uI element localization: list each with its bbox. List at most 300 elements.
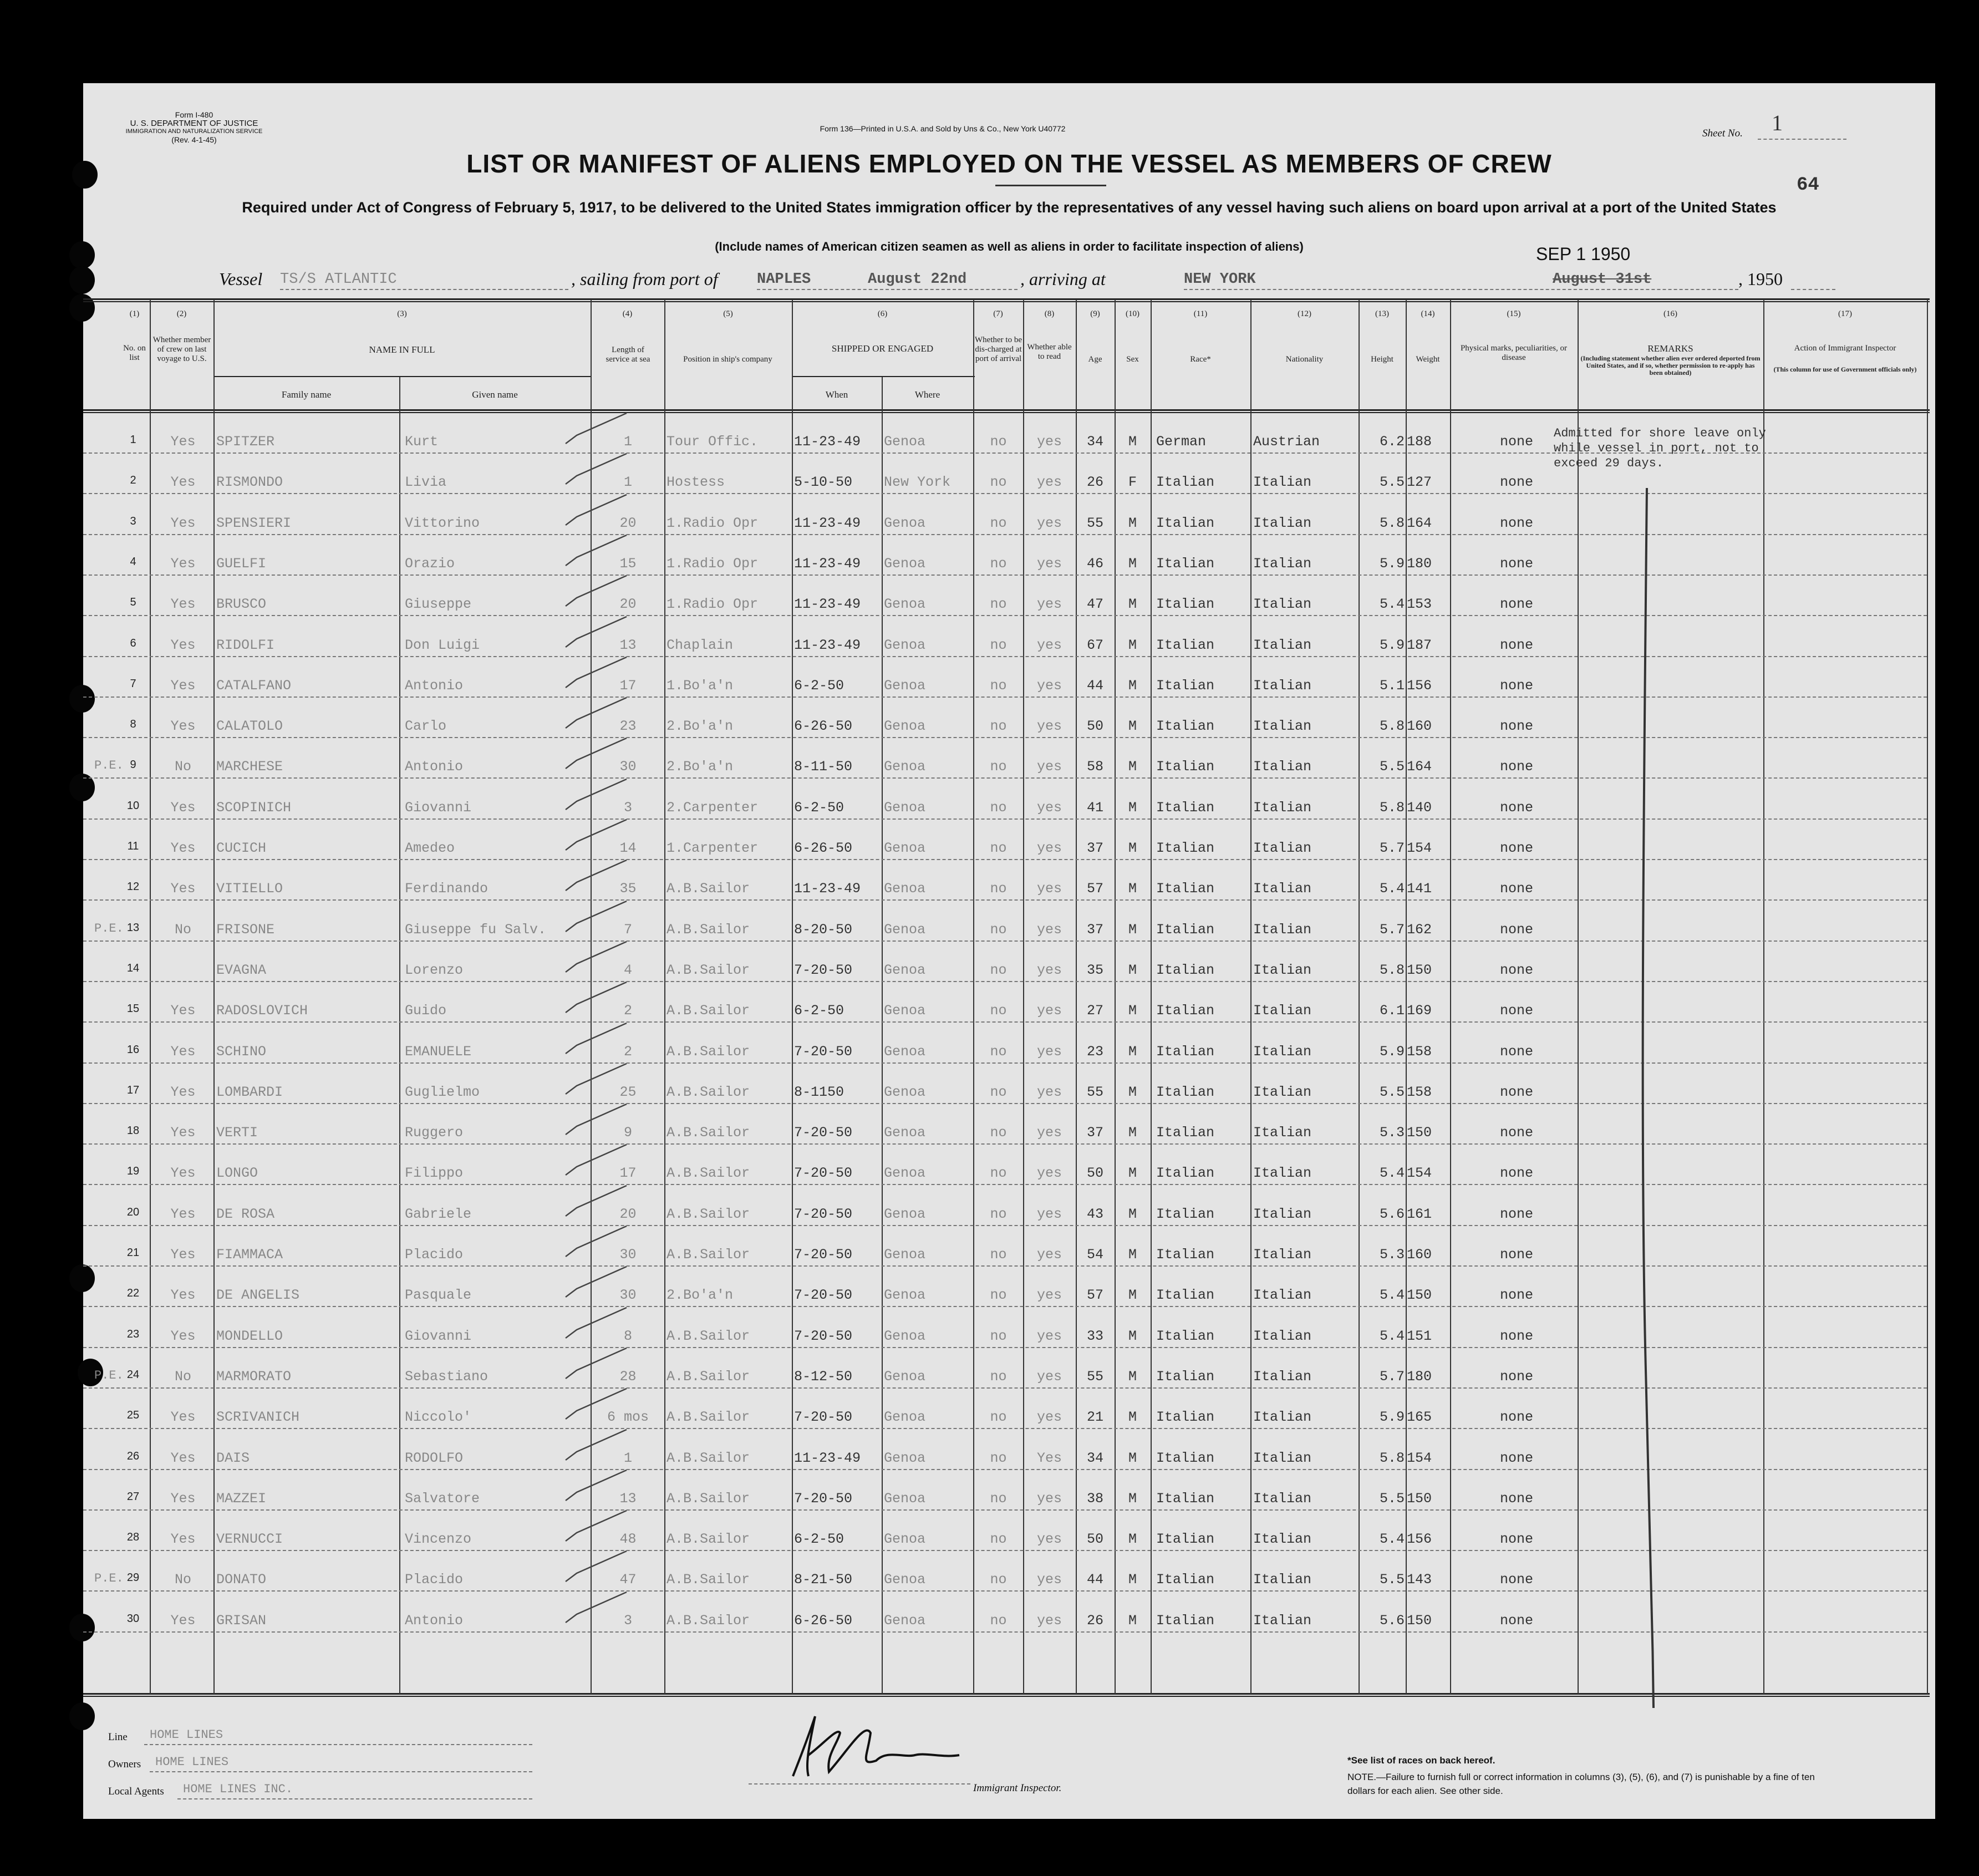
- cell-read: yes: [1036, 1044, 1062, 1060]
- cell-service: 23: [619, 718, 637, 734]
- cell-given: Don Luigi: [405, 637, 480, 653]
- cell-sex: M: [1128, 1287, 1137, 1303]
- cell-disch: no: [990, 1003, 1007, 1019]
- cell-given: Niccolo': [405, 1409, 472, 1425]
- colnum-7: (7): [993, 309, 1003, 318]
- cell-age: 21: [1086, 1409, 1103, 1425]
- sailing-label: , sailing from port of: [571, 269, 718, 289]
- cell-race: Italian: [1156, 556, 1215, 572]
- cell-nat: Italian: [1253, 840, 1312, 856]
- cell-no: 23: [126, 1328, 140, 1340]
- cell-prev: Yes: [170, 1409, 196, 1425]
- cell-sex: M: [1128, 1531, 1137, 1547]
- cell-weight: 140: [1407, 800, 1432, 816]
- cell-age: 46: [1086, 556, 1103, 572]
- cell-weight: 156: [1407, 678, 1432, 694]
- cell-where: Genoa: [884, 881, 926, 897]
- cell-nat: Italian: [1253, 1084, 1312, 1100]
- cell-service: 9: [623, 1125, 632, 1141]
- cell-disch: no: [990, 556, 1007, 572]
- cell-nat: Italian: [1253, 1287, 1312, 1303]
- check-mark-icon: [560, 735, 632, 774]
- cell-sex: M: [1128, 1328, 1137, 1344]
- cell-prev: Yes: [170, 637, 196, 653]
- cell-disch: no: [990, 759, 1007, 775]
- port-from: NAPLES: [757, 271, 811, 288]
- cell-phys: none: [1499, 922, 1533, 938]
- header-family-name: Family name: [281, 389, 332, 400]
- cell-prev: Yes: [170, 1125, 196, 1141]
- footer-line-label: Line: [108, 1731, 128, 1743]
- cell-sex: M: [1128, 1409, 1137, 1425]
- cell-nat: Italian: [1253, 1328, 1312, 1344]
- cell-prev: Yes: [170, 515, 196, 531]
- cell-sex: M: [1128, 1247, 1137, 1263]
- check-mark-icon: [560, 1264, 632, 1303]
- check-mark-icon: [560, 695, 632, 734]
- check-mark-icon: [560, 1183, 632, 1222]
- cell-phys: none: [1499, 1572, 1533, 1588]
- header-inspector-note: (This column for use of Government officials only): [1773, 365, 1917, 373]
- cell-phys: none: [1499, 1531, 1533, 1547]
- cell-age: 37: [1086, 922, 1103, 938]
- cell-position: A.B.Sailor: [667, 1369, 750, 1385]
- cell-no: 12: [126, 881, 140, 893]
- cell-race: Italian: [1156, 1044, 1215, 1060]
- cell-sex: M: [1128, 881, 1137, 897]
- cell-disch: no: [990, 1044, 1007, 1060]
- cell-nat: Italian: [1253, 1125, 1312, 1141]
- cell-weight: 150: [1407, 962, 1432, 978]
- footer-line-value: HOME LINES: [150, 1728, 223, 1742]
- cell-nat: Italian: [1253, 1247, 1312, 1263]
- cell-weight: 165: [1407, 1409, 1432, 1425]
- cell-position: A.B.Sailor: [667, 1450, 750, 1466]
- cell-position: A.B.Sailor: [667, 881, 750, 897]
- cell-when: 7-20-50: [794, 962, 853, 978]
- cell-sex: M: [1128, 840, 1137, 856]
- cell-service: 14: [619, 840, 637, 856]
- cell-height: 5.8: [1379, 962, 1405, 978]
- cell-read: yes: [1036, 1125, 1062, 1141]
- cell-no: 20: [126, 1206, 140, 1218]
- cell-where: Genoa: [884, 1369, 926, 1385]
- vessel-name: TS/S ATLANTIC: [280, 271, 397, 288]
- header-bottom-rule-2: [83, 412, 1930, 413]
- cell-weight: 154: [1407, 840, 1432, 856]
- cell-age: 55: [1086, 1084, 1103, 1100]
- cell-race: Italian: [1156, 800, 1215, 816]
- cell-when: 8-20-50: [794, 922, 853, 938]
- footer-agents-label: Local Agents: [108, 1786, 164, 1797]
- col-divider: [1927, 299, 1928, 1694]
- cell-read: yes: [1036, 515, 1062, 531]
- cell-disch: no: [990, 1084, 1007, 1100]
- cell-race: Italian: [1156, 1125, 1215, 1141]
- colnum-2: (2): [176, 309, 187, 318]
- cell-when: 6-26-50: [794, 1613, 853, 1629]
- check-mark-icon: [560, 1427, 632, 1466]
- cell-phys: none: [1499, 515, 1533, 531]
- cell-position: A.B.Sailor: [667, 1491, 750, 1507]
- cell-weight: 180: [1407, 556, 1432, 572]
- cell-where: Genoa: [884, 840, 926, 856]
- cell-phys: none: [1499, 718, 1533, 734]
- cell-nat: Italian: [1253, 596, 1312, 612]
- cell-when: 11-23-49: [794, 515, 861, 531]
- voyage-line: [219, 269, 1883, 291]
- inspector-signature: [776, 1711, 1009, 1783]
- cell-read: yes: [1036, 1613, 1062, 1629]
- cell-when: 7-20-50: [794, 1409, 853, 1425]
- cell-age: 67: [1086, 637, 1103, 653]
- footer-agents-underline: [177, 1798, 532, 1799]
- cell-service: 20: [619, 515, 637, 531]
- cell-age: 38: [1086, 1491, 1103, 1507]
- cell-read: yes: [1036, 1409, 1062, 1425]
- cell-phys: none: [1499, 759, 1533, 775]
- footer-agents-value: HOME LINES INC.: [183, 1782, 293, 1796]
- cell-disch: no: [990, 1369, 1007, 1385]
- cell-given: Amedeo: [405, 840, 455, 856]
- cell-where: Genoa: [884, 1287, 926, 1303]
- cell-nat: Italian: [1253, 962, 1312, 978]
- cell-race: Italian: [1156, 1450, 1215, 1466]
- cell-service: 13: [619, 1491, 637, 1507]
- cell-prev: Yes: [170, 1491, 196, 1507]
- revision: (Rev. 4-1-45): [171, 135, 217, 144]
- cell-race: Italian: [1156, 1613, 1215, 1629]
- cell-read: yes: [1036, 1572, 1062, 1588]
- cell-read: yes: [1036, 678, 1062, 694]
- cell-weight: 151: [1407, 1328, 1432, 1344]
- check-mark-icon: [560, 979, 632, 1018]
- cell-position: A.B.Sailor: [667, 1328, 750, 1344]
- cell-race: Italian: [1156, 840, 1215, 856]
- check-mark-icon: [560, 654, 632, 693]
- cell-service: 2: [623, 1044, 632, 1060]
- footer-owners-underline: [150, 1771, 532, 1772]
- cell-age: 50: [1086, 1531, 1103, 1547]
- cell-sex: M: [1128, 1369, 1137, 1385]
- cell-race: Italian: [1156, 759, 1215, 775]
- sheet-underline: [1758, 139, 1846, 140]
- document-title: LIST OR MANIFEST OF ALIENS EMPLOYED ON THE VESSEL AS MEMBERS OF CREW: [466, 149, 1552, 178]
- cell-no: 19: [126, 1165, 140, 1177]
- cell-when: 5-10-50: [794, 474, 853, 490]
- colnum-3: (3): [397, 309, 407, 318]
- cell-weight: 150: [1407, 1613, 1432, 1629]
- cell-no: 14: [126, 962, 140, 974]
- cell-given: Livia: [405, 474, 447, 490]
- cell-weight: 153: [1407, 596, 1432, 612]
- cell-service: 17: [619, 678, 637, 694]
- cell-sex: M: [1128, 922, 1137, 938]
- header-name-in-full: NAME IN FULL: [369, 344, 435, 355]
- cell-no: 10: [126, 800, 140, 812]
- inspector-label: Immigrant Inspector.: [973, 1782, 1062, 1794]
- cell-age: 55: [1086, 1369, 1103, 1385]
- cell-read: yes: [1036, 962, 1062, 978]
- cell-position: A.B.Sailor: [667, 1613, 750, 1629]
- cell-nat: Austrian: [1253, 434, 1320, 450]
- cell-no: 16: [126, 1044, 140, 1056]
- cell-sex: M: [1128, 515, 1137, 531]
- cell-when: 7-20-50: [794, 1287, 853, 1303]
- cell-disch: no: [990, 515, 1007, 531]
- cell-no: 11: [127, 840, 139, 852]
- cell-weight: 160: [1407, 1247, 1432, 1263]
- cell-height: 5.5: [1379, 759, 1405, 775]
- cell-sex: M: [1128, 434, 1137, 450]
- colnum-6: (6): [877, 309, 888, 318]
- cell-nat: Italian: [1253, 1206, 1312, 1222]
- cell-prev: Yes: [170, 1084, 196, 1100]
- cell-phys: none: [1499, 1450, 1533, 1466]
- cell-given: Ruggero: [405, 1125, 464, 1141]
- cell-when: 6-2-50: [794, 1531, 844, 1547]
- cell-given: Filippo: [405, 1165, 464, 1181]
- cell-phys: none: [1499, 1409, 1533, 1425]
- cell-disch: no: [990, 1287, 1007, 1303]
- table-top-rule-2: [83, 301, 1930, 302]
- cell-nat: Italian: [1253, 800, 1312, 816]
- cell-nat: Italian: [1253, 678, 1312, 694]
- cell-prev: Yes: [170, 1287, 196, 1303]
- cell-disch: no: [990, 1531, 1007, 1547]
- cell-height: 5.9: [1379, 637, 1405, 653]
- cell-disch: no: [990, 922, 1007, 938]
- check-mark-icon: [560, 1020, 632, 1059]
- cell-height: 5.7: [1379, 922, 1405, 938]
- cell-sex: F: [1128, 474, 1137, 490]
- cell-where: Genoa: [884, 800, 926, 816]
- cell-prev: Yes: [170, 1328, 196, 1344]
- cell-no: 29: [126, 1572, 140, 1584]
- cell-no: 24: [126, 1369, 140, 1381]
- cell-position: A.B.Sailor: [667, 1206, 750, 1222]
- cell-service: 6 mos: [607, 1409, 649, 1425]
- cell-no: 30: [126, 1613, 140, 1625]
- cell-no: 13: [126, 922, 140, 934]
- cell-sex: M: [1128, 759, 1137, 775]
- cell-race: Italian: [1156, 1003, 1215, 1019]
- cell-service: 30: [619, 1247, 637, 1263]
- cell-race: Italian: [1156, 596, 1215, 612]
- cell-nat: Italian: [1253, 1491, 1312, 1507]
- cell-race: Italian: [1156, 1572, 1215, 1588]
- cell-nat: Italian: [1253, 1613, 1312, 1629]
- cell-prev: No: [174, 759, 191, 775]
- year: , 1950: [1738, 269, 1783, 289]
- cell-age: 33: [1086, 1328, 1103, 1344]
- cell-position: 2.Bo'a'n: [667, 759, 734, 775]
- cell-service: 8: [623, 1328, 632, 1344]
- cell-weight: 150: [1407, 1125, 1432, 1141]
- header-where: Where: [914, 389, 940, 400]
- header-height: Height: [1371, 355, 1393, 364]
- cell-phys: none: [1499, 840, 1533, 856]
- cell-position: Hostess: [667, 474, 725, 490]
- cell-race: Italian: [1156, 1165, 1215, 1181]
- cell-family: CALATOLO: [216, 718, 283, 734]
- cell-prev: Yes: [170, 434, 196, 450]
- cell-service: 1: [623, 434, 632, 450]
- cell-prev: Yes: [170, 1044, 196, 1060]
- cell-phys: none: [1499, 678, 1533, 694]
- cell-position: A.B.Sailor: [667, 1409, 750, 1425]
- cell-position: A.B.Sailor: [667, 1044, 750, 1060]
- manifest-sheet: [83, 83, 1935, 1819]
- cell-race: Italian: [1156, 637, 1215, 653]
- cell-height: 5.6: [1379, 1613, 1405, 1629]
- cell-where: Genoa: [884, 434, 926, 450]
- cell-height: 5.5: [1379, 1084, 1405, 1100]
- cell-position: 1.Bo'a'n: [667, 678, 734, 694]
- sail-date: August 22nd: [868, 271, 967, 288]
- cell-given: Guido: [405, 1003, 447, 1019]
- cell-height: 5.4: [1379, 1531, 1405, 1547]
- check-mark-icon: [560, 573, 632, 612]
- cell-position: A.B.Sailor: [667, 1531, 750, 1547]
- cell-family: MARMORATO: [216, 1369, 292, 1385]
- cell-height: 5.8: [1379, 800, 1405, 816]
- header-sex: Sex: [1126, 355, 1139, 364]
- cell-position: A.B.Sailor: [667, 1572, 750, 1588]
- cell-prev: No: [174, 1369, 191, 1385]
- cell-when: 6-26-50: [794, 718, 853, 734]
- header-no-on-list: No. on list: [123, 344, 146, 362]
- cell-prev: Yes: [170, 881, 196, 897]
- check-mark-icon: [560, 1508, 632, 1547]
- cell-when: 6-2-50: [794, 800, 844, 816]
- header-physical-marks: Physical marks, peculiarities, or disease: [1460, 344, 1568, 362]
- cell-disch: no: [990, 1409, 1007, 1425]
- cell-where: Genoa: [884, 678, 926, 694]
- cell-height: 5.5: [1379, 1572, 1405, 1588]
- cell-read: yes: [1036, 1531, 1062, 1547]
- cell-disch: no: [990, 637, 1007, 653]
- cell-nat: Italian: [1253, 556, 1312, 572]
- cell-nat: Italian: [1253, 922, 1312, 938]
- cell-age: 37: [1086, 1125, 1103, 1141]
- table-top-rule: [83, 298, 1930, 300]
- cell-where: Genoa: [884, 1613, 926, 1629]
- cell-when: 11-23-49: [794, 637, 861, 653]
- cell-race: Italian: [1156, 1287, 1215, 1303]
- cell-sex: M: [1128, 1450, 1137, 1466]
- cell-service: 30: [619, 759, 637, 775]
- cell-disch: no: [990, 1165, 1007, 1181]
- sailing-underline: [757, 289, 1018, 290]
- cell-family: LOMBARDI: [216, 1084, 283, 1100]
- cell-when: 6-2-50: [794, 678, 844, 694]
- cell-given: Gabriele: [405, 1206, 472, 1222]
- cell-when: 7-20-50: [794, 1491, 853, 1507]
- header-weight: Weight: [1416, 355, 1440, 364]
- cell-read: yes: [1036, 1206, 1062, 1222]
- header-remarks-note: (Including statement whether alien ever ordered deported from United States, and if so, whether permission to re-apply has been obtained): [1580, 354, 1761, 377]
- cell-no: 6: [130, 637, 136, 649]
- cell-read: yes: [1036, 1287, 1062, 1303]
- cell-given: Giovanni: [405, 1328, 472, 1344]
- header-prev-voyage: Whether member of crew on last voyage to U.S.: [152, 335, 211, 363]
- cell-given: Vincenzo: [405, 1531, 472, 1547]
- cell-sex: M: [1128, 1491, 1137, 1507]
- cell-given: Lorenzo: [405, 962, 464, 978]
- cell-prev: Yes: [170, 596, 196, 612]
- cell-family: FIAMMACA: [216, 1247, 283, 1263]
- cell-when: 11-23-49: [794, 881, 861, 897]
- cell-given: Giuseppe: [405, 596, 472, 612]
- cell-position: A.B.Sailor: [667, 1084, 750, 1100]
- colnum-9: (9): [1090, 309, 1100, 318]
- colnum-13: (13): [1375, 309, 1389, 318]
- cell-weight: 127: [1407, 474, 1432, 490]
- footer-owners-label: Owners: [108, 1758, 141, 1770]
- colnum-4: (4): [622, 309, 633, 318]
- check-mark-icon: [560, 1386, 632, 1425]
- check-mark-icon: [560, 1101, 632, 1140]
- cell-height: 5.1: [1379, 678, 1405, 694]
- cell-position: A.B.Sailor: [667, 1165, 750, 1181]
- colnum-16: (16): [1663, 309, 1677, 318]
- cell-family: SCHINO: [216, 1044, 267, 1060]
- cell-read: yes: [1036, 1369, 1062, 1385]
- cell-sex: M: [1128, 1165, 1137, 1181]
- cell-given: Kurt: [405, 434, 439, 450]
- cell-given: Giovanni: [405, 800, 472, 816]
- cell-when: 8-1150: [794, 1084, 844, 1100]
- cell-position: 2.Carpenter: [667, 800, 759, 816]
- arriving-underline: [1184, 289, 1738, 290]
- cell-position: Chaplain: [667, 637, 734, 653]
- cell-position: A.B.Sailor: [667, 1003, 750, 1019]
- cell-where: Genoa: [884, 637, 926, 653]
- cell-family: DE ANGELIS: [216, 1287, 300, 1303]
- colnum-15: (15): [1507, 309, 1521, 318]
- cell-prev: Yes: [170, 678, 196, 694]
- cell-height: 5.7: [1379, 840, 1405, 856]
- cell-height: 5.6: [1379, 1206, 1405, 1222]
- cell-age: 43: [1086, 1206, 1103, 1222]
- cell-height: 5.4: [1379, 1165, 1405, 1181]
- cell-where: Genoa: [884, 556, 926, 572]
- cell-height: 5.9: [1379, 1409, 1405, 1425]
- cell-nat: Italian: [1253, 1369, 1312, 1385]
- check-mark-icon: [560, 939, 632, 978]
- cell-when: 11-23-49: [794, 596, 861, 612]
- cell-position: 1.Radio Opr: [667, 596, 759, 612]
- header-bottom-rule: [83, 409, 1930, 411]
- check-mark-icon: [560, 857, 632, 896]
- cell-where: Genoa: [884, 922, 926, 938]
- cell-no: 25: [126, 1409, 140, 1421]
- header-race: Race*: [1190, 355, 1211, 364]
- cell-age: 44: [1086, 678, 1103, 694]
- cell-service: 35: [619, 881, 637, 897]
- cell-race: Italian: [1156, 1491, 1215, 1507]
- title-rule: [995, 185, 1106, 186]
- check-mark-icon: [560, 451, 632, 490]
- cell-race: Italian: [1156, 1206, 1215, 1222]
- cell-no: 28: [126, 1531, 140, 1543]
- cell-read: yes: [1036, 474, 1062, 490]
- cell-nat: Italian: [1253, 637, 1312, 653]
- cell-phys: none: [1499, 556, 1533, 572]
- check-mark-icon: [560, 1467, 632, 1506]
- cell-given: Salvatore: [405, 1491, 480, 1507]
